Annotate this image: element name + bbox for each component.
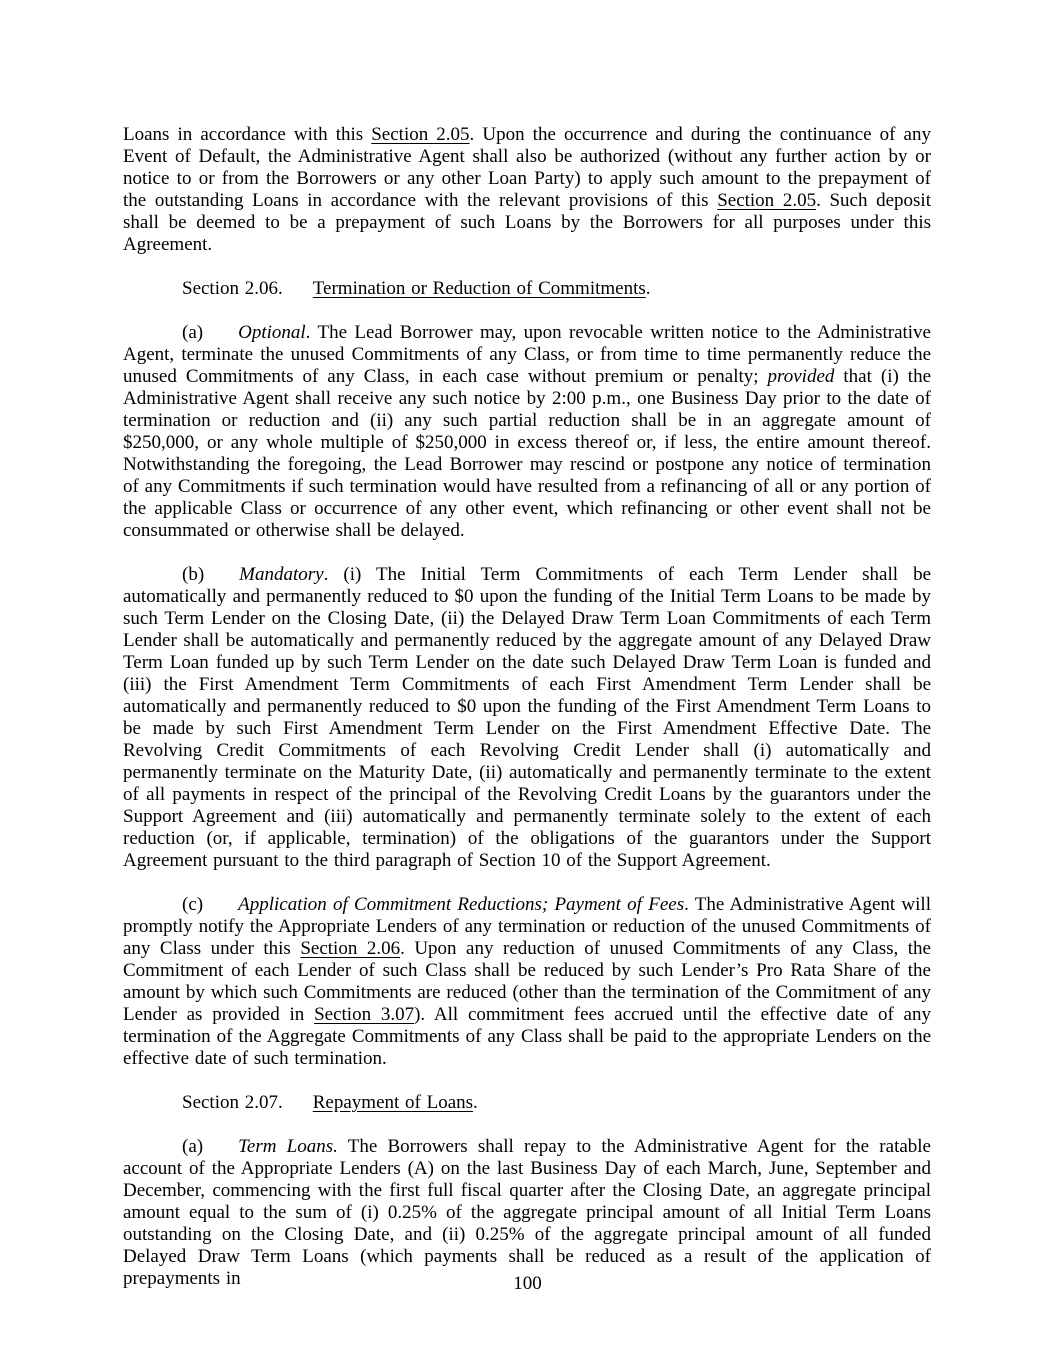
text-run: (c) <box>182 894 204 915</box>
text-run: ). All commitment fees accrued until the effective date of any termination of the Aggregate Commitments of any Class shall be paid to the appropriate Lenders on the effective date of such termination. <box>123 1004 931 1069</box>
paragraph <box>123 1136 931 1290</box>
text-run: (a) <box>182 1136 204 1157</box>
tab-spacer <box>203 1151 238 1152</box>
underlined-text: Section 2.05 <box>371 124 470 145</box>
text-run: Loans in accordance with this <box>123 124 372 145</box>
tab-spacer <box>203 337 238 338</box>
tab-spacer <box>283 1107 313 1108</box>
text-run: (a) <box>182 322 204 343</box>
page-number: 100 <box>513 1273 542 1294</box>
italic-text: Mandatory <box>239 564 324 585</box>
tab-spacer <box>283 293 313 294</box>
text-run: . <box>645 278 651 299</box>
italic-text: Optional <box>238 322 306 343</box>
italic-text: Term Loans. <box>238 1136 338 1157</box>
section-heading <box>123 278 931 300</box>
underlined-text: Section 2.06 <box>300 938 401 959</box>
paragraph <box>123 564 931 872</box>
paragraph <box>123 454 931 542</box>
text-run: (b) <box>182 564 205 585</box>
underlined-text: Repayment of Loans <box>312 1092 474 1113</box>
text-run: . <box>473 1092 478 1113</box>
document-body <box>123 124 931 1290</box>
text-run: . Such deposit shall be deemed to be a prepayment of such Loans by the Borrowers for all purposes under this Agreement. <box>123 190 931 255</box>
text-run: Notwithstanding the foregoing, the Lead Borrower may rescind or postpone any notice of termination of any Commitments if such termination would have resulted from a refinancing of all or any portion of the applicable Class or occurrence of any other event, which refinancing or other event shall not be consummated or otherwise shall be delayed. <box>123 454 931 541</box>
italic-text: Application of Commitment Reductions; Payment of Fees <box>238 894 685 915</box>
paragraph <box>123 124 931 256</box>
section-heading <box>123 1092 931 1114</box>
underlined-text: Section 3.07 <box>314 1004 415 1025</box>
text-run: . (i) The Initial Term Commitments of each Term Lender shall be automatically and permanently reduced to $0 upon the funding of the Initial Term Loans to be made by such Term Lender on the Closing Date, (ii) the Delayed Draw Term Loan Commitments of each Term Lender shall be automatically and permanently reduced by the aggregate amount of any Delayed Draw Term Loan funded up by such Term Lender on the date such Delayed Draw Term Loan is funded and (iii) the First Amendment Term Commitments of each First Amendment Term Lender shall be automatically and permanently reduced to $0 upon the funding of the First Amendment Term Loans to be made by such First Amendment Term Lender on the First Amendment Effective Date. The Revolving Credit Commitments of each Revolving Credit Lender shall (i) automatically and permanently terminate on the Maturity Date, (ii) automatically and permanently terminate to the extent of all payments in respect of the principal of the Revolving Credit Loans by the guarantors under the Support Agreement and (iii) automatically and permanently terminate solely to the extent of each reduction (or, if applicable, termination) of the obligations of the guarantors under the Support Agreement pursuant to the third paragraph of Section 10 of the Support Agreement. <box>123 564 931 871</box>
text-run: that (i) the Administrative Agent shall receive any such notice by 2:00 p.m., one Business Day prior to the date of termination or reduction and (ii) any such partial reduction shall be in an aggregate amount of $250,000, or any whole multiple of $250,000 in excess thereof or, if less, the entire amount thereof. <box>123 366 932 453</box>
paragraph <box>123 894 931 1070</box>
paragraph <box>123 322 931 454</box>
italic-text: provided <box>767 366 835 387</box>
text-run: . The Administrative Agent will promptly notify the Appropriate Lenders of any termination or reduction of the unused Commitments of any Class under this <box>123 894 931 959</box>
text-run: . Upon any reduction of unused Commitments of any Class, the Commitment of each Lender of such Class shall be reduced by such Lender’s Pro Rata Share of the amount by which such Commitments are reduced (other than the termination of the Commitment of any Lender as provided in <box>123 938 931 1025</box>
underlined-text: Termination or Reduction of Commitments <box>312 278 646 299</box>
text-run: . Upon the occurrence and during the continuance of any Event of Default, the Administrative Agent shall also be authorized (without any further action by or notice to or from the Borrowers or any other Loan Party) to apply such amount to the prepayment of the outstanding Loans in accordance with the relevant provisions of this <box>123 124 931 211</box>
text-run: . The Lead Borrower may, upon revocable written notice to the Administrative Agent, terminate the unused Commitments of any Class, or from time to time permanently reduce the unused Commitments of any Class, in each case without premium or penalty; <box>123 322 931 387</box>
tab-spacer <box>203 909 238 910</box>
underlined-text: Section 2.05 <box>717 190 817 211</box>
text-run: Section 2.07. <box>182 1092 283 1113</box>
text-run: The Borrowers shall repay to the Administrative Agent for the ratable account of the Appropriate Lenders (A) on the last Business Day of each March, June, September and December, commencing with the first full fiscal quarter after the Closing Date, an aggregate principal amount equal to the sum of (i) 0.25% of the aggregate principal amount of all Initial Term Loans outstanding on the Closing Date, and (ii) 0.25% of the aggregate principal amount of all funded Delayed Draw Term Loans (which payments shall be reduced as a result of the application of prepayments in <box>123 1136 931 1289</box>
tab-spacer <box>204 579 239 580</box>
text-run: Section 2.06. <box>182 278 283 299</box>
